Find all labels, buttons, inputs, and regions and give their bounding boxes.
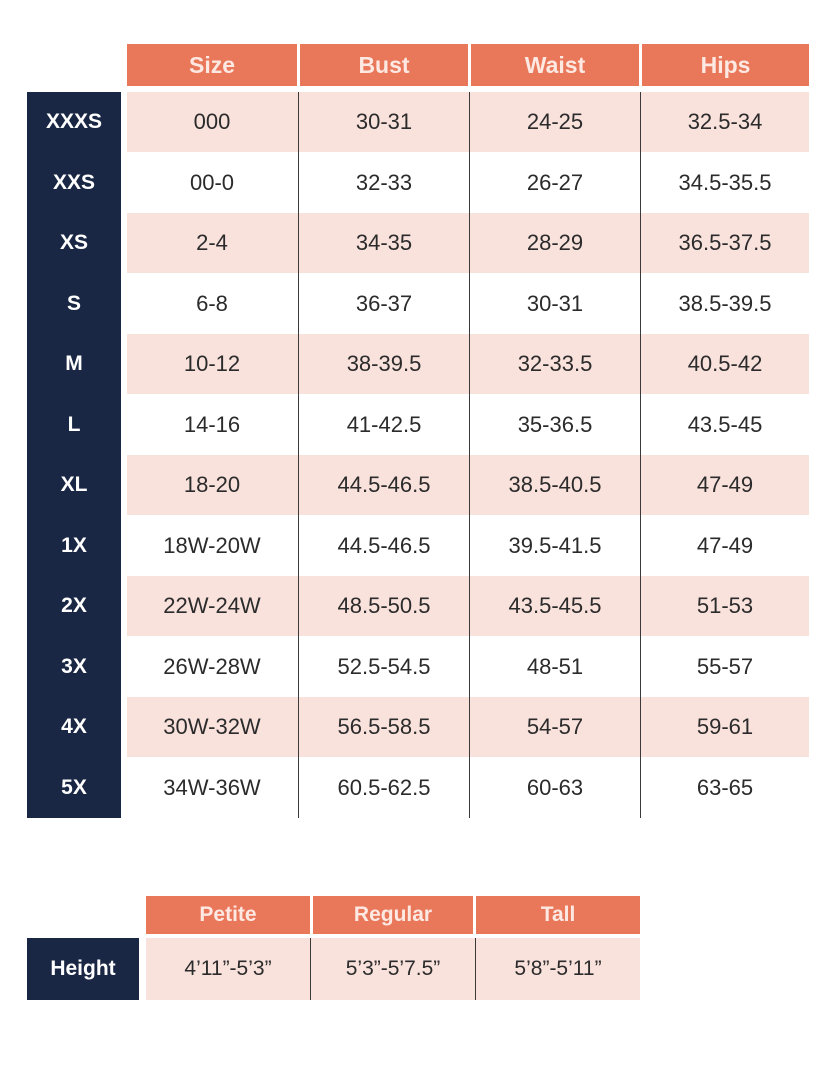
cell-hips: 47-49 bbox=[696, 533, 754, 558]
cell-waist: 43.5-45.5 bbox=[508, 593, 602, 618]
cell-bust: 36-37 bbox=[355, 291, 413, 316]
cell-size: 14-16 bbox=[183, 412, 241, 437]
header-bust: Bust bbox=[300, 44, 468, 86]
cell-size: 22W-24W bbox=[163, 593, 261, 618]
row-size-label: XXXS bbox=[45, 110, 103, 133]
cell-size: 18-20 bbox=[183, 472, 241, 497]
cell-size: 2-4 bbox=[196, 230, 228, 255]
cell-hips: 55-57 bbox=[696, 654, 754, 679]
column-divider bbox=[640, 92, 641, 818]
cell-hips: 51-53 bbox=[696, 593, 754, 618]
cell-waist: 28-29 bbox=[526, 230, 584, 255]
cell-bust: 41-42.5 bbox=[346, 412, 422, 437]
cell-size: 00-0 bbox=[189, 170, 235, 195]
cell-bust: 52.5-54.5 bbox=[337, 654, 431, 679]
cell-waist: 26-27 bbox=[526, 170, 584, 195]
cell-hips: 43.5-45 bbox=[687, 412, 763, 437]
header-waist: Waist bbox=[471, 44, 639, 86]
cell-waist: 24-25 bbox=[526, 109, 584, 134]
cell-waist: 48-51 bbox=[526, 654, 584, 679]
row-size-label: 3X bbox=[61, 655, 87, 678]
row-size-label: XXS bbox=[52, 171, 96, 194]
cell-bust: 38-39.5 bbox=[346, 351, 422, 376]
row-size-label: XL bbox=[60, 473, 88, 496]
cell-bust: 60.5-62.5 bbox=[337, 775, 431, 800]
row-size-label: 4X bbox=[61, 715, 87, 738]
cell-hips: 36.5-37.5 bbox=[678, 230, 772, 255]
cell-hips: 34.5-35.5 bbox=[678, 170, 772, 195]
cell-bust: 32-33 bbox=[355, 170, 413, 195]
row-size-label: 1X bbox=[61, 534, 87, 557]
cell-bust: 44.5-46.5 bbox=[337, 533, 431, 558]
cell-waist: 38.5-40.5 bbox=[508, 472, 602, 497]
cell-hips: 32.5-34 bbox=[687, 109, 763, 134]
cell-bust: 48.5-50.5 bbox=[337, 593, 431, 618]
cell-waist: 39.5-41.5 bbox=[508, 533, 602, 558]
cell-waist: 60-63 bbox=[526, 775, 584, 800]
row-size-label: XS bbox=[59, 231, 88, 254]
cell-bust: 30-31 bbox=[355, 109, 413, 134]
cell-size: 30W-32W bbox=[163, 714, 261, 739]
cell-size: 000 bbox=[193, 109, 231, 134]
row-size-label: S bbox=[66, 292, 81, 315]
row-size-label: L bbox=[67, 413, 81, 436]
cell-size: 10-12 bbox=[183, 351, 241, 376]
cell-waist: 54-57 bbox=[526, 714, 584, 739]
column-divider bbox=[469, 92, 470, 818]
cell-hips: 63-65 bbox=[696, 775, 754, 800]
cell-size: 6-8 bbox=[196, 291, 228, 316]
cell-size: 34W-36W bbox=[163, 775, 261, 800]
row-size-label: 5X bbox=[61, 776, 87, 799]
header-hips: Hips bbox=[642, 44, 809, 86]
cell-bust: 56.5-58.5 bbox=[337, 714, 431, 739]
cell-hips: 40.5-42 bbox=[687, 351, 763, 376]
column-divider bbox=[475, 938, 476, 1000]
cell-waist: 32-33.5 bbox=[517, 351, 593, 376]
height-tall-value: 5’8”-5’11” bbox=[476, 938, 640, 1000]
cell-bust: 44.5-46.5 bbox=[337, 472, 431, 497]
column-divider bbox=[298, 92, 299, 818]
row-size-label: 2X bbox=[61, 594, 87, 617]
cell-hips: 38.5-39.5 bbox=[678, 291, 772, 316]
cell-hips: 59-61 bbox=[696, 714, 754, 739]
header-tall: Tall bbox=[476, 896, 640, 934]
header-size: Size bbox=[127, 44, 297, 86]
cell-size: 26W-28W bbox=[163, 654, 261, 679]
cell-size: 18W-20W bbox=[163, 533, 261, 558]
cell-hips: 47-49 bbox=[696, 472, 754, 497]
cell-bust: 34-35 bbox=[355, 230, 413, 255]
column-divider bbox=[310, 938, 311, 1000]
header-petite: Petite bbox=[146, 896, 310, 934]
height-regular-value: 5’3”-5’7.5” bbox=[311, 938, 475, 1000]
cell-waist: 30-31 bbox=[526, 291, 584, 316]
header-regular: Regular bbox=[313, 896, 473, 934]
row-size-label: M bbox=[65, 352, 83, 375]
height-petite-value: 4’11”-5’3” bbox=[146, 938, 310, 1000]
height-row-label: Height bbox=[27, 938, 139, 1000]
cell-waist: 35-36.5 bbox=[517, 412, 593, 437]
